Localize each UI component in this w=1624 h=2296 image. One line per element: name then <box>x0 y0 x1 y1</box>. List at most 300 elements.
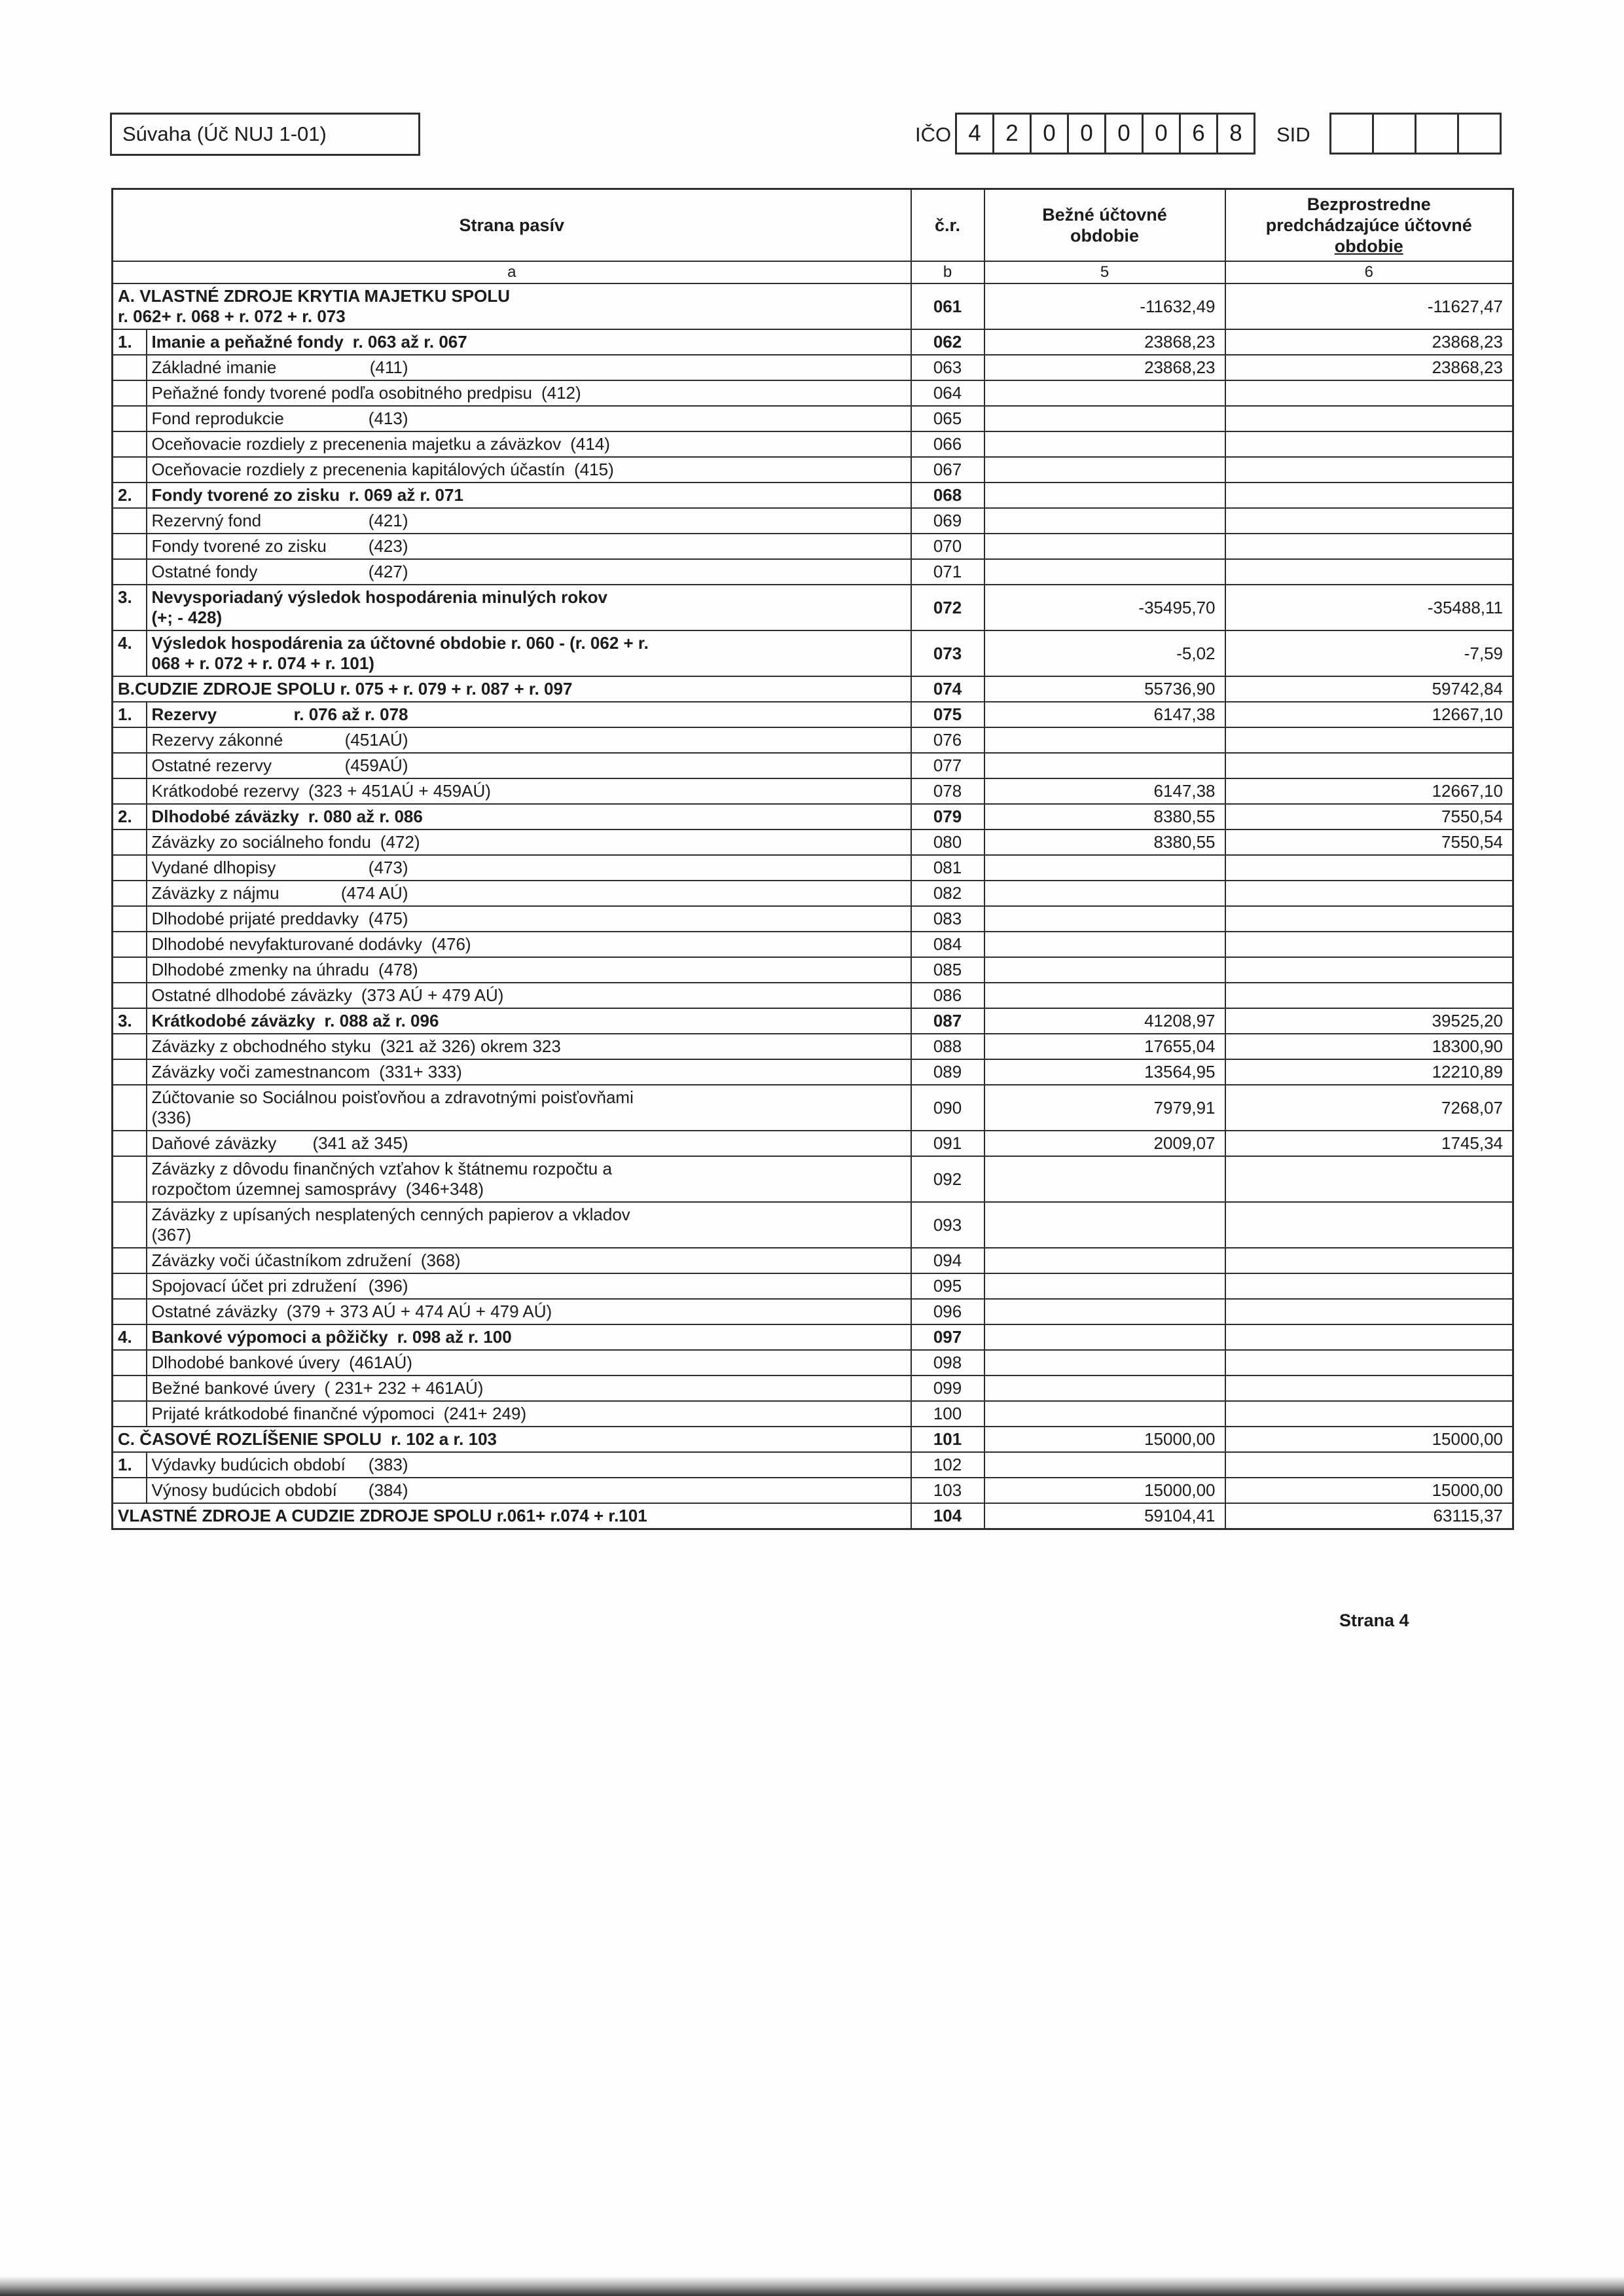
row-prefix <box>113 829 147 855</box>
row-number: 061 <box>911 283 984 329</box>
value-previous-period <box>1225 1401 1513 1427</box>
ico-digit: 0 <box>1104 113 1144 155</box>
row-label <box>147 804 911 829</box>
account-ref: (321 až 326) okrem 323 <box>380 1036 561 1056</box>
row-prefix <box>113 1034 147 1059</box>
value-previous-period: 1745,34 <box>1225 1131 1513 1156</box>
table-row-093 <box>113 1202 1513 1248</box>
value-current-period <box>984 559 1225 585</box>
row-label-text: Vydané dlhopisy <box>151 858 276 877</box>
value-previous-period <box>1225 906 1513 932</box>
table-row-074 <box>113 676 1513 702</box>
value-current-period <box>984 1299 1225 1324</box>
row-prefix <box>113 727 147 753</box>
row-label <box>147 957 911 983</box>
value-current-period <box>984 957 1225 983</box>
row-label-text: Výnosy budúcich období <box>151 1480 337 1500</box>
row-number: 098 <box>911 1350 984 1376</box>
value-current-period: 59104,41 <box>984 1503 1225 1529</box>
account-ref: r. 063 až r. 067 <box>352 332 467 352</box>
row-label <box>147 457 911 483</box>
row-prefix <box>113 855 147 881</box>
row-label-text: Ostatné rezervy <box>151 756 272 775</box>
row-label <box>147 1299 911 1324</box>
value-current-period: 55736,90 <box>984 676 1225 702</box>
row-label-text: Oceňovacie rozdiely z precenenia kapitálových účastín <box>151 460 566 479</box>
value-previous-period <box>1225 457 1513 483</box>
scan-artifact-band <box>0 2276 1624 2296</box>
table-header-row <box>113 189 1513 262</box>
value-previous-period <box>1225 1324 1513 1350</box>
row-label <box>147 778 911 804</box>
account-ref: r. 102 a r. 103 <box>391 1429 497 1449</box>
table-row-095 <box>113 1273 1513 1299</box>
row-number: 092 <box>911 1156 984 1202</box>
balance-sheet-table <box>111 188 1514 1530</box>
row-label-text: Základné imanie <box>151 357 277 377</box>
account-ref: (475) <box>368 909 408 928</box>
row-number: 083 <box>911 906 984 932</box>
value-current-period <box>984 727 1225 753</box>
row-label <box>147 380 911 406</box>
value-current-period <box>984 483 1225 508</box>
row-prefix <box>113 406 147 431</box>
table-row-082 <box>113 881 1513 906</box>
row-label <box>147 1059 911 1085</box>
row-number: 085 <box>911 957 984 983</box>
table-row-096 <box>113 1299 1513 1324</box>
value-previous-period <box>1225 1156 1513 1202</box>
value-current-period <box>984 855 1225 881</box>
row-prefix <box>113 1478 147 1503</box>
row-label <box>147 702 911 727</box>
account-ref: (241+ 249) <box>443 1404 527 1423</box>
account-ref: (415) <box>574 460 614 479</box>
row-label <box>113 1427 911 1452</box>
row-label-text: C. ČASOVÉ ROZLÍŠENIE SPOLU <box>118 1429 382 1449</box>
row-number: 097 <box>911 1324 984 1350</box>
table-row-086 <box>113 983 1513 1008</box>
row-label-text: Dlhodobé prijaté preddavky <box>151 909 359 928</box>
account-ref: r. 088 až r. 096 <box>324 1011 439 1030</box>
row-label-text: Ostatné záväzky <box>151 1302 278 1321</box>
value-previous-period <box>1225 380 1513 406</box>
row-label-text: Dlhodobé bankové úvery <box>151 1353 340 1372</box>
row-prefix <box>113 753 147 778</box>
table-row-089 <box>113 1059 1513 1085</box>
ico-digit: 0 <box>1142 113 1181 155</box>
row-label: A. VLASTNÉ ZDROJE KRYTIA MAJETKU SPOLU r. 062+ r. 068 + r. 072 + r. 073 <box>113 283 911 329</box>
row-number: 103 <box>911 1478 984 1503</box>
row-label-text: Daňové záväzky <box>151 1133 277 1153</box>
table-row-065 <box>113 406 1513 431</box>
value-current-period <box>984 1376 1225 1401</box>
table-row-067 <box>113 457 1513 483</box>
value-current-period: 15000,00 <box>984 1478 1225 1503</box>
account-ref: (451AÚ) <box>344 730 408 750</box>
value-previous-period: 23868,23 <box>1225 329 1513 355</box>
page-number: Strana 4 <box>1339 1611 1409 1630</box>
table-row-092 <box>113 1156 1513 1202</box>
value-current-period <box>984 380 1225 406</box>
table-row-071 <box>113 559 1513 585</box>
value-previous-period <box>1225 727 1513 753</box>
value-previous-period: 39525,20 <box>1225 1008 1513 1034</box>
row-number: 096 <box>911 1299 984 1324</box>
table-row-081 <box>113 855 1513 881</box>
value-current-period: -5,02 <box>984 630 1225 676</box>
row-label-text: Rezervy zákonné <box>151 730 283 750</box>
account-ref: r. 069 až r. 071 <box>349 485 463 505</box>
row-prefix: 1. <box>113 329 147 355</box>
row-label <box>147 753 911 778</box>
row-label-text: Dlhodobé záväzky <box>151 807 299 826</box>
row-label <box>147 559 911 585</box>
row-number: 081 <box>911 855 984 881</box>
row-label <box>147 855 911 881</box>
col-header-strana-pasiv: Strana pasív <box>113 189 911 262</box>
row-prefix <box>113 355 147 380</box>
value-current-period: 6147,38 <box>984 702 1225 727</box>
row-prefix: 1. <box>113 702 147 727</box>
row-prefix <box>113 983 147 1008</box>
row-label-text: Dlhodobé zmenky na úhradu <box>151 960 369 979</box>
row-prefix <box>113 534 147 559</box>
value-current-period: 23868,23 <box>984 355 1225 380</box>
value-current-period: 8380,55 <box>984 829 1225 855</box>
row-label <box>147 534 911 559</box>
row-label: Záväzky z upísaných nesplatených cenných papierov a vkladov (367) <box>147 1202 911 1248</box>
row-prefix <box>113 508 147 534</box>
row-number: 062 <box>911 329 984 355</box>
ico-digit: 0 <box>1030 113 1069 155</box>
table-row-083 <box>113 906 1513 932</box>
row-label-text: Záväzky zo sociálneho fondu <box>151 832 371 852</box>
value-current-period <box>984 881 1225 906</box>
value-previous-period: 12667,10 <box>1225 778 1513 804</box>
table-row-104 <box>113 1503 1513 1529</box>
row-label-text: Krátkodobé záväzky <box>151 1011 316 1030</box>
row-prefix <box>113 1376 147 1401</box>
value-previous-period: 7268,07 <box>1225 1085 1513 1131</box>
row-label <box>147 1273 911 1299</box>
row-label-text: Imanie a peňažné fondy <box>151 332 344 352</box>
row-label <box>147 1008 911 1034</box>
account-ref: (323 + 451AÚ + 459AÚ) <box>308 781 491 801</box>
value-previous-period <box>1225 1202 1513 1248</box>
header-line: Bežné účtovné <box>1042 205 1167 225</box>
row-prefix <box>113 957 147 983</box>
account-ref: r. 080 až r. 086 <box>308 807 423 826</box>
value-previous-period: 63115,37 <box>1225 1503 1513 1529</box>
row-number: 100 <box>911 1401 984 1427</box>
account-ref: r. 098 až r. 100 <box>397 1327 512 1347</box>
row-prefix <box>113 1401 147 1427</box>
column-letter: a <box>113 261 911 283</box>
account-ref: (427) <box>368 562 408 581</box>
ico-digit-boxes <box>957 113 1255 155</box>
value-current-period <box>984 1248 1225 1273</box>
row-number: 070 <box>911 534 984 559</box>
table-row-073 <box>113 630 1513 676</box>
row-number: 084 <box>911 932 984 957</box>
row-label: Zúčtovanie so Sociálnou poisťovňou a zdravotnými poisťovňami (336) <box>147 1085 911 1131</box>
ico-label: IČO <box>915 123 952 146</box>
account-ref: (474 AÚ) <box>340 883 408 903</box>
account-ref: (472) <box>380 832 420 852</box>
value-current-period <box>984 1324 1225 1350</box>
row-prefix <box>113 1350 147 1376</box>
value-previous-period <box>1225 881 1513 906</box>
value-current-period <box>984 1156 1225 1202</box>
row-number: 077 <box>911 753 984 778</box>
row-label: Záväzky z dôvodu finančných vzťahov k štátnemu rozpočtu a rozpočtom územnej samosprávy (346+348) <box>147 1156 911 1202</box>
value-current-period <box>984 406 1225 431</box>
row-number: 072 <box>911 585 984 630</box>
row-label-text: Fond reprodukcie <box>151 409 284 428</box>
sid-label: SID <box>1276 123 1310 146</box>
row-number: 073 <box>911 630 984 676</box>
row-label <box>147 932 911 957</box>
account-ref: (384) <box>368 1480 408 1500</box>
table-row-099 <box>113 1376 1513 1401</box>
row-label <box>147 406 911 431</box>
row-label <box>147 1452 911 1478</box>
row-prefix: 4. <box>113 1324 147 1350</box>
account-ref: (373 AÚ + 479 AÚ) <box>361 985 504 1005</box>
row-prefix <box>113 1248 147 1273</box>
sid-cell <box>1329 113 1374 155</box>
table-row-087 <box>113 1008 1513 1034</box>
row-number: 088 <box>911 1034 984 1059</box>
row-prefix <box>113 1059 147 1085</box>
row-number: 078 <box>911 778 984 804</box>
value-previous-period <box>1225 431 1513 457</box>
col-header-row-number: č.r. <box>911 189 984 262</box>
value-previous-period: 15000,00 <box>1225 1427 1513 1452</box>
row-number: 094 <box>911 1248 984 1273</box>
row-prefix: 4. <box>113 630 147 676</box>
form-title-box <box>110 113 420 156</box>
row-prefix: 2. <box>113 483 147 508</box>
column-letter-row <box>113 261 1513 283</box>
ico-digit: 6 <box>1179 113 1218 155</box>
row-label-text: Fondy tvorené zo zisku <box>151 536 327 556</box>
row-number: 099 <box>911 1376 984 1401</box>
row-number: 069 <box>911 508 984 534</box>
table-row-062 <box>113 329 1513 355</box>
row-label-text: Ostatné fondy <box>151 562 258 581</box>
row-prefix <box>113 457 147 483</box>
value-previous-period: 18300,90 <box>1225 1034 1513 1059</box>
account-ref: (379 + 373 AÚ + 474 AÚ + 479 AÚ) <box>286 1302 552 1321</box>
row-prefix <box>113 881 147 906</box>
row-number: 082 <box>911 881 984 906</box>
account-ref: (368) <box>420 1250 461 1270</box>
table-row-079 <box>113 804 1513 829</box>
account-ref: ( 231+ 232 + 461AÚ) <box>324 1378 484 1398</box>
value-previous-period <box>1225 1273 1513 1299</box>
row-prefix <box>113 1131 147 1156</box>
value-previous-period <box>1225 406 1513 431</box>
row-label <box>147 329 911 355</box>
row-prefix <box>113 1085 147 1131</box>
row-label <box>147 829 911 855</box>
row-label: Nevysporiadaný výsledok hospodárenia minulých rokov (+; - 428) <box>147 585 911 630</box>
value-current-period <box>984 906 1225 932</box>
ico-digit: 4 <box>955 113 994 155</box>
row-label <box>147 1131 911 1156</box>
value-current-period <box>984 1273 1225 1299</box>
table-row-100 <box>113 1401 1513 1427</box>
table-row-064 <box>113 380 1513 406</box>
value-current-period: -11632,49 <box>984 283 1225 329</box>
table-row-069 <box>113 508 1513 534</box>
value-previous-period: 12210,89 <box>1225 1059 1513 1085</box>
account-ref: r. 076 až r. 078 <box>293 704 408 724</box>
row-number: 095 <box>911 1273 984 1299</box>
row-label <box>147 727 911 753</box>
row-label-text: Bežné bankové úvery <box>151 1378 316 1398</box>
row-label-text: Ostatné dlhodobé záväzky <box>151 985 352 1005</box>
row-number: 067 <box>911 457 984 483</box>
row-number: 063 <box>911 355 984 380</box>
row-prefix: 3. <box>113 1008 147 1034</box>
value-previous-period: 12667,10 <box>1225 702 1513 727</box>
table-row-066 <box>113 431 1513 457</box>
row-label-text: Rezervy <box>151 704 217 724</box>
column-letter: 5 <box>984 261 1225 283</box>
table-row-103 <box>113 1478 1513 1503</box>
value-previous-period: 7550,54 <box>1225 804 1513 829</box>
table-row-080 <box>113 829 1513 855</box>
account-ref: (423) <box>368 536 408 556</box>
table-row-061 <box>113 283 1513 329</box>
row-prefix <box>113 1299 147 1324</box>
row-number: 091 <box>911 1131 984 1156</box>
row-number: 079 <box>911 804 984 829</box>
row-label <box>147 983 911 1008</box>
header-line: Bezprostredne <box>1307 194 1431 214</box>
value-previous-period: 7550,54 <box>1225 829 1513 855</box>
value-current-period: 15000,00 <box>984 1427 1225 1452</box>
row-number: 065 <box>911 406 984 431</box>
table-row-090 <box>113 1085 1513 1131</box>
row-label: B.CUDZIE ZDROJE SPOLU r. 075 + r. 079 + r. 087 + r. 097 <box>113 676 911 702</box>
row-label-text: Záväzky z nájmu <box>151 883 280 903</box>
table-row-076 <box>113 727 1513 753</box>
value-current-period: 13564,95 <box>984 1059 1225 1085</box>
row-prefix <box>113 1156 147 1202</box>
value-current-period: -35495,70 <box>984 585 1225 630</box>
row-number: 104 <box>911 1503 984 1529</box>
row-prefix: 2. <box>113 804 147 829</box>
row-label-text: Spojovací účet pri združení <box>151 1276 357 1296</box>
value-previous-period: -7,59 <box>1225 630 1513 676</box>
header-line: predchádzajúce účtovné <box>1265 215 1472 235</box>
row-number: 101 <box>911 1427 984 1452</box>
value-current-period <box>984 534 1225 559</box>
row-number: 075 <box>911 702 984 727</box>
row-label-text: Záväzky voči zamestnancom <box>151 1062 370 1082</box>
value-previous-period <box>1225 559 1513 585</box>
value-previous-period: 15000,00 <box>1225 1478 1513 1503</box>
table-row-070 <box>113 534 1513 559</box>
value-current-period: 41208,97 <box>984 1008 1225 1034</box>
col-header-previous-period <box>1225 189 1513 262</box>
value-previous-period: 23868,23 <box>1225 355 1513 380</box>
value-previous-period <box>1225 983 1513 1008</box>
account-ref: (413) <box>368 409 408 428</box>
row-prefix <box>113 380 147 406</box>
value-current-period <box>984 1350 1225 1376</box>
form-title: Súvaha (Úč NUJ 1-01) <box>122 122 327 145</box>
row-label: Výsledok hospodárenia za účtovné obdobie r. 060 - (r. 062 + r. 068 + r. 072 + r. 074 + r. 101) <box>147 630 911 676</box>
table-row-068 <box>113 483 1513 508</box>
row-label <box>147 1376 911 1401</box>
sid-cell <box>1415 113 1459 155</box>
row-prefix <box>113 559 147 585</box>
row-number: 080 <box>911 829 984 855</box>
row-prefix <box>113 431 147 457</box>
value-current-period: 8380,55 <box>984 804 1225 829</box>
row-label <box>147 1324 911 1350</box>
column-letter: b <box>911 261 984 283</box>
value-previous-period: -35488,11 <box>1225 585 1513 630</box>
col-header-current-period <box>984 189 1225 262</box>
value-previous-period <box>1225 1350 1513 1376</box>
row-label-text: Záväzky z obchodného styku <box>151 1036 371 1056</box>
value-previous-period <box>1225 753 1513 778</box>
row-label-text: Záväzky voči účastníkom združení <box>151 1250 412 1270</box>
sid-cell <box>1372 113 1416 155</box>
value-current-period <box>984 1401 1225 1427</box>
row-label-text: Dlhodobé nevyfakturované dodávky <box>151 934 422 954</box>
value-current-period: 23868,23 <box>984 329 1225 355</box>
value-previous-period <box>1225 483 1513 508</box>
account-ref: (331+ 333) <box>379 1062 462 1082</box>
row-prefix <box>113 1202 147 1248</box>
table-row-084 <box>113 932 1513 957</box>
row-label <box>147 483 911 508</box>
value-previous-period <box>1225 957 1513 983</box>
row-label <box>147 508 911 534</box>
row-number: 087 <box>911 1008 984 1034</box>
row-label <box>147 1401 911 1427</box>
account-ref: (459AÚ) <box>344 756 408 775</box>
sid-cell <box>1457 113 1502 155</box>
row-number: 076 <box>911 727 984 753</box>
value-current-period: 7979,91 <box>984 1085 1225 1131</box>
sid-boxes <box>1331 113 1502 155</box>
row-label <box>147 355 911 380</box>
row-number: 102 <box>911 1452 984 1478</box>
row-label <box>147 1478 911 1503</box>
row-number: 090 <box>911 1085 984 1131</box>
table-row-078 <box>113 778 1513 804</box>
account-ref: (383) <box>368 1455 408 1474</box>
table-row-101 <box>113 1427 1513 1452</box>
table-row-097 <box>113 1324 1513 1350</box>
row-label-text: Rezervný fond <box>151 511 262 530</box>
row-label <box>147 431 911 457</box>
table-row-077 <box>113 753 1513 778</box>
row-prefix <box>113 778 147 804</box>
row-prefix <box>113 906 147 932</box>
row-label-text: Bankové výpomoci a pôžičky <box>151 1327 388 1347</box>
value-previous-period <box>1225 1452 1513 1478</box>
ico-digit: 0 <box>1067 113 1106 155</box>
